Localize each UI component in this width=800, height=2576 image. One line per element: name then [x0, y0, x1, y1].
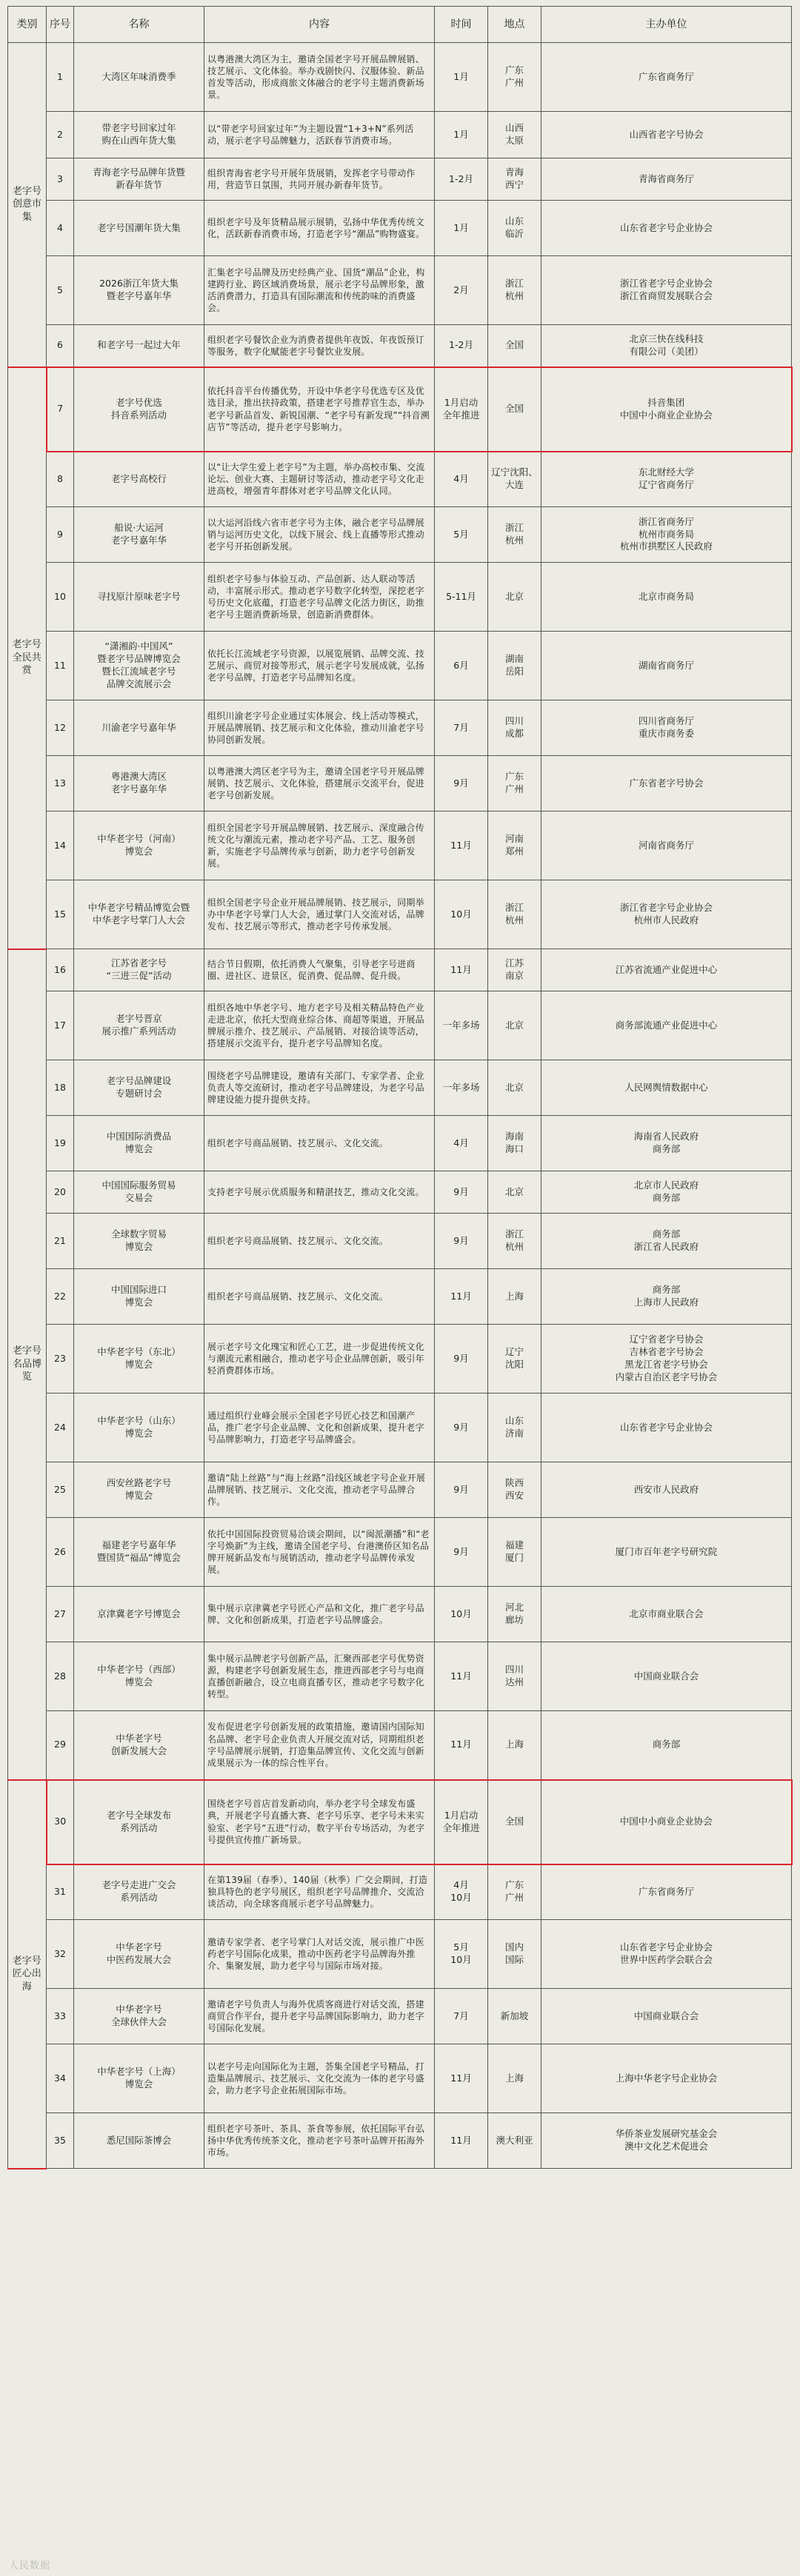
activity-content: 组织全国老字号企业开展品牌展销、技艺展示，同期举办中华老字号掌门人大会，通过掌门人交流对话，品牌发布、技艺展示等形式，推动老字号传承发展。	[204, 880, 435, 949]
header-number: 序号	[47, 7, 74, 43]
activity-content: 围绕老字号首店首发新动向，举办老字号全球发布盛典，开展老字号直播大赛、老字号乐享、老字号未来实验室、老字号“五进”行动，数字平台专场活动，为老字号提供宣传推广新场景。	[204, 1780, 435, 1864]
row-number: 5	[47, 256, 74, 325]
activity-organizer: 北京市商务局	[541, 563, 792, 632]
activity-name: 中华老字号 全球伙伴大会	[74, 1989, 204, 2044]
activity-content: 围绕老字号品牌建设，邀请有关部门、专家学者、企业负责人等交流研讨，推动老字号品牌建设，为老字号品牌建设能力提升提供支持。	[204, 1060, 435, 1116]
activity-organizer: 上海中华老字号企业协会	[541, 2044, 792, 2113]
row-number: 12	[47, 700, 74, 756]
activity-content: 组织老字号参与体验互动、产品创新、达人联动等活动，丰富展示形式。推动老字号数字化转型，深挖老字号历史文化底蕴，打造老字号品牌文化活力街区，助推老字号主题消费新场景，创造新消费群体。	[204, 563, 435, 632]
activity-place: 广东 广州	[488, 43, 541, 112]
activity-time: 4月 10月	[435, 1864, 488, 1920]
activity-place: 江苏 南京	[488, 949, 541, 991]
activity-time: 5月 10月	[435, 1920, 488, 1989]
row-number: 1	[47, 43, 74, 112]
header-content: 内容	[204, 7, 435, 43]
activity-name: 中国国际进口 博览会	[74, 1269, 204, 1325]
activity-time: 7月	[435, 700, 488, 756]
activity-place: 四川 达州	[488, 1642, 541, 1711]
activity-content: 组织老字号商品展销、技艺展示、文化交流。	[204, 1116, 435, 1171]
activity-name: 中华老字号（西部） 博览会	[74, 1642, 204, 1711]
category-cell: 老字号 匠心出海	[8, 1780, 47, 2169]
table-row	[8, 1171, 792, 1214]
activity-organizer: 商务部 上海市人民政府	[541, 1269, 792, 1325]
activity-place: 湖南 岳阳	[488, 632, 541, 700]
row-number: 33	[47, 1989, 74, 2044]
activity-place: 青海 西宁	[488, 158, 541, 201]
activity-organizer: 华侨茶业发展研究基金会 澳中文化艺术促进会	[541, 2113, 792, 2169]
activity-time: 1月启动 全年推进	[435, 367, 488, 452]
activity-place: 北京	[488, 991, 541, 1060]
activity-name: 寻找原汁原味老字号	[74, 563, 204, 632]
activity-place: 河南 郑州	[488, 812, 541, 880]
activity-place: 浙江 杭州	[488, 256, 541, 325]
row-number: 34	[47, 2044, 74, 2113]
table-row	[8, 1864, 792, 1920]
activity-time: 1月	[435, 201, 488, 256]
table-row	[8, 700, 792, 756]
activity-content: 组织老字号茶叶、茶具、茶食等参展，依托国际平台弘扬中华优秀传统茶文化，推动老字号茶叶品牌开拓海外市场。	[204, 2113, 435, 2169]
activity-organizer: 厦门市百年老字号研究院	[541, 1518, 792, 1587]
activity-time: 11月	[435, 1269, 488, 1325]
activity-place: 上海	[488, 2044, 541, 2113]
activity-name: 中华老字号（上海） 博览会	[74, 2044, 204, 2113]
activity-place: 辽宁 沈阳	[488, 1325, 541, 1394]
row-number: 20	[47, 1171, 74, 1214]
row-number: 26	[47, 1518, 74, 1587]
activity-time: 10月	[435, 1587, 488, 1642]
activity-time: 5月	[435, 507, 488, 563]
activity-organizer: 山东省老字号企业协会 世界中医药学会联合会	[541, 1920, 792, 1989]
table-row	[8, 1518, 792, 1587]
activity-place: 浙江 杭州	[488, 507, 541, 563]
activity-time: 4月	[435, 452, 488, 507]
activity-content: 组织全国老字号开展品牌展销、技艺展示、深度融合传统文化与潮流元素，推动老字号产品、工艺、服务创新，实施老字号品牌传承与创新，助力老字号创新发展。	[204, 812, 435, 880]
row-number: 13	[47, 756, 74, 812]
row-number: 15	[47, 880, 74, 949]
activity-place: 浙江 杭州	[488, 1214, 541, 1269]
table-row	[8, 880, 792, 949]
activity-time: 6月	[435, 632, 488, 700]
activity-time: 9月	[435, 1325, 488, 1394]
table-row	[8, 1642, 792, 1711]
row-number: 16	[47, 949, 74, 991]
activity-name: 川渝老字号嘉年华	[74, 700, 204, 756]
table-row	[8, 1711, 792, 1780]
activity-content: 依托中国国际投资贸易洽谈会期间，以“闽派潮播”和“老字号焕新”为主线，邀请全国老字号、台港澳侨区知名品牌开展新品发布与展销活动，推动老字号品牌传承发展。	[204, 1518, 435, 1587]
activity-place: 新加坡	[488, 1989, 541, 2044]
activity-place: 广东 广州	[488, 1864, 541, 1920]
activity-content: 通过组织行业峰会展示全国老字号匠心技艺和国潮产品，推广老字号企业品牌、文化和创新成果，提升老字号品牌影响力，打造老字号品牌盛会。	[204, 1394, 435, 1462]
table-row	[8, 1116, 792, 1171]
table-row	[8, 1325, 792, 1394]
activity-organizer: 山东省老字号企业协会	[541, 1394, 792, 1462]
activity-content: 以“让大学生爱上老字号”为主题，举办高校市集、交流论坛、创业大赛、主题研讨等活动，推动老字号文化走进高校，增强青年群体对老字号品牌文化认同。	[204, 452, 435, 507]
table-row	[8, 256, 792, 325]
row-number: 9	[47, 507, 74, 563]
row-number: 8	[47, 452, 74, 507]
activity-content: 组织各地中华老字号、地方老字号及相关精品特色产业走进北京，依托大型商业综合体、商超等渠道，开展品牌展示推介、技艺展示、产品展销、对接洽谈等活动，搭建展示交流平台，提升老字号品牌知名度。	[204, 991, 435, 1060]
table-row	[8, 1780, 792, 1864]
activity-name: 中国国际服务贸易 交易会	[74, 1171, 204, 1214]
activity-place: 北京	[488, 1060, 541, 1116]
activity-organizer: 浙江省老字号企业协会 浙江省商贸发展联合会	[541, 256, 792, 325]
table-row	[8, 1060, 792, 1116]
activity-name: 老字号走进广交会 系列活动	[74, 1864, 204, 1920]
table-row	[8, 367, 792, 452]
row-number: 28	[47, 1642, 74, 1711]
activity-organizer: 广东省商务厅	[541, 43, 792, 112]
category-cell: 老字号 名品博览	[8, 949, 47, 1780]
table-row	[8, 991, 792, 1060]
activity-name: 中华老字号精品博览会暨 中华老字号掌门人大会	[74, 880, 204, 949]
activity-place: 全国	[488, 325, 541, 367]
row-number: 19	[47, 1116, 74, 1171]
row-number: 11	[47, 632, 74, 700]
row-number: 23	[47, 1325, 74, 1394]
activity-organizer: 东北财经大学 辽宁省商务厅	[541, 452, 792, 507]
activity-name: 粤港澳大湾区 老字号嘉年华	[74, 756, 204, 812]
header-organizer: 主办单位	[541, 7, 792, 43]
activity-time: 9月	[435, 1171, 488, 1214]
activity-place: 海南 海口	[488, 1116, 541, 1171]
row-number: 7	[47, 367, 74, 452]
category-cell: 老字号 创意市集	[8, 43, 47, 367]
activity-content: 组织老字号及年货精品展示展销，弘扬中华优秀传统文化，活跃新春消费市场，打造老字号“潮品”购物盛宴。	[204, 201, 435, 256]
activity-time: 1月	[435, 112, 488, 158]
table-row	[8, 1214, 792, 1269]
row-number: 6	[47, 325, 74, 367]
activity-table-sheet	[7, 6, 791, 2169]
table-row	[8, 1920, 792, 1989]
activity-name: 中华老字号 创新发展大会	[74, 1711, 204, 1780]
activity-content: 结合节日假期，依托消费人气聚集，引导老字号进商圈、进社区、进景区，促消费、促品牌、促升级。	[204, 949, 435, 991]
activity-organizer: 中国中小商业企业协会	[541, 1780, 792, 1864]
table-row	[8, 632, 792, 700]
activity-organizer: 浙江省老字号企业协会 杭州市人民政府	[541, 880, 792, 949]
activity-name: 老字号全球发布 系列活动	[74, 1780, 204, 1864]
activity-content: 组织川渝老字号企业通过实体展会、线上活动等模式，开展品牌展销、技艺展示和文化体验，推动川渝老字号协同创新发展。	[204, 700, 435, 756]
activity-place: 河北 廊坊	[488, 1587, 541, 1642]
row-number: 18	[47, 1060, 74, 1116]
table-row	[8, 812, 792, 880]
activity-name: 和老字号一起过大年	[74, 325, 204, 367]
activity-name: 老字号优选 抖音系列活动	[74, 367, 204, 452]
activity-time: 9月	[435, 756, 488, 812]
activity-name: 老字号品牌建设 专题研讨会	[74, 1060, 204, 1116]
table-row	[8, 507, 792, 563]
activity-content: 以“带老字号回家过年”为主题设置“1+3+N”系列活动，展示老字号品牌魅力，活跃春节消费市场。	[204, 112, 435, 158]
activity-organizer: 抖音集团 中国中小商业企业协会	[541, 367, 792, 452]
activity-organizer: 海南省人民政府 商务部	[541, 1116, 792, 1171]
activity-time: 7月	[435, 1989, 488, 2044]
activity-content: 以粤港澳大湾区为主，邀请全国老字号开展品牌展销、技艺展示、文化体验。举办戏剧快闪、汉服体验、新品首发等活动，形成商旅文体融合的老字号主题消费新场景。	[204, 43, 435, 112]
table-row	[8, 158, 792, 201]
activity-content: 组织老字号餐饮企业为消费者提供年夜饭、年夜饭预订等服务，数字化赋能老字号餐饮业发展。	[204, 325, 435, 367]
table-row	[8, 563, 792, 632]
activity-content: 展示老字号文化瑰宝和匠心工艺，进一步促进传统文化与潮流元素相融合，推动老字号企业品牌创新，吸引年轻消费群体市场。	[204, 1325, 435, 1394]
row-number: 4	[47, 201, 74, 256]
activity-organizer: 山西省老字号协会	[541, 112, 792, 158]
row-number: 2	[47, 112, 74, 158]
activity-content: 邀请老字号负责人与海外优质客商进行对话交流，搭建商贸合作平台，提升老字号品牌国际影响力，助力老字号国际化发展。	[204, 1989, 435, 2044]
activity-place: 北京	[488, 1171, 541, 1214]
activity-name: 船说·大运河 老字号嘉年华	[74, 507, 204, 563]
activity-content: 支持老字号展示优质服务和精湛技艺，推动文化交流。	[204, 1171, 435, 1214]
table-row	[8, 43, 792, 112]
activity-content: 以老字号走向国际化为主题，荟集全国老字号精品，打造集品牌展示、技艺展示、文化交流为一体的老字号盛会，助力老字号企业拓展国际市场。	[204, 2044, 435, 2113]
row-number: 32	[47, 1920, 74, 1989]
activity-place: 浙江 杭州	[488, 880, 541, 949]
activity-place: 国内 国际	[488, 1920, 541, 1989]
activity-time: 11月	[435, 2113, 488, 2169]
row-number: 25	[47, 1462, 74, 1518]
row-number: 21	[47, 1214, 74, 1269]
activity-organizer: 北京市人民政府 商务部	[541, 1171, 792, 1214]
header-time: 时间	[435, 7, 488, 43]
activity-time: 1月	[435, 43, 488, 112]
activity-organizer: 辽宁省老字号协会 吉林省老字号协会 黑龙江省老字号协会 内蒙古自治区老字号协会	[541, 1325, 792, 1394]
activity-place: 四川 成都	[488, 700, 541, 756]
activity-time: 9月	[435, 1394, 488, 1462]
activity-time: 10月	[435, 880, 488, 949]
activity-content: 以粤港澳大湾区老字号为主，邀请全国老字号开展品牌展销、技艺展示、文化体验，搭建展示交流平台，促进老字号创新发展。	[204, 756, 435, 812]
row-number: 35	[47, 2113, 74, 2169]
table-row	[8, 325, 792, 367]
activity-organizer: 湖南省商务厅	[541, 632, 792, 700]
table-row	[8, 1269, 792, 1325]
activity-name: 中华老字号（东北） 博览会	[74, 1325, 204, 1394]
table-body	[8, 43, 792, 2169]
activity-place: 辽宁沈阳、 大连	[488, 452, 541, 507]
row-number: 14	[47, 812, 74, 880]
activity-content: 依托长江流域老字号资源，以展览展销、品牌交流、技艺展示、商贸对接等形式，展示老字号发展成就，弘扬老字号品牌，打造老字号品牌知名度。	[204, 632, 435, 700]
activity-name: 悉尼国际茶博会	[74, 2113, 204, 2169]
activity-organizer: 北京市商业联合会	[541, 1587, 792, 1642]
activity-name: 2026浙江年货大集 暨老字号嘉年华	[74, 256, 204, 325]
activity-name: 带老字号回家过年 购在山西年货大集	[74, 112, 204, 158]
activity-organizer: 青海省商务厅	[541, 158, 792, 201]
table-row	[8, 1394, 792, 1462]
activity-time: 9月	[435, 1462, 488, 1518]
activity-time: 1-2月	[435, 325, 488, 367]
activity-time: 9月	[435, 1518, 488, 1587]
activity-content: 组织老字号商品展销、技艺展示、文化交流。	[204, 1269, 435, 1325]
activity-content: 邀请“陆上丝路”与“海上丝路”沿线区域老字号企业开展品牌展销、技艺展示、文化交流，推动老字号品牌合作。	[204, 1462, 435, 1518]
activity-organizer: 山东省老字号企业协会	[541, 201, 792, 256]
activity-name: “潇湘韵·中国风” 暨老字号品牌博览会 暨长江流域老字号 品牌交流展示会	[74, 632, 204, 700]
activity-name: 西安丝路老字号 博览会	[74, 1462, 204, 1518]
table-row	[8, 112, 792, 158]
activity-content: 在第139届（春季）、140届（秋季）广交会期间，打造独具特色的老字号展区，组织老字号品牌推介、交流洽谈活动，向全球客商展示老字号品牌魅力。	[204, 1864, 435, 1920]
activity-content: 组织青海省老字号开展年货展销，发挥老字号带动作用，营造节日氛围，共同开展办新春年货节。	[204, 158, 435, 201]
activity-time: 一年多场	[435, 1060, 488, 1116]
activity-place: 山东 济南	[488, 1394, 541, 1462]
activity-content: 集中展示京津冀老字号匠心产品和文化，推广老字号品牌、文化和创新成果，打造老字号品牌盛会。	[204, 1587, 435, 1642]
activity-place: 全国	[488, 367, 541, 452]
activity-organizer: 西安市人民政府	[541, 1462, 792, 1518]
table-row	[8, 2113, 792, 2169]
activity-place: 全国	[488, 1780, 541, 1864]
activity-name: 中华老字号（河南） 博览会	[74, 812, 204, 880]
activity-time: 4月	[435, 1116, 488, 1171]
table-row	[8, 949, 792, 991]
activity-name: 江苏省老字号 “三进三促”活动	[74, 949, 204, 991]
activity-time: 2月	[435, 256, 488, 325]
table-header-row	[8, 7, 792, 43]
activity-organizer: 江苏省流通产业促进中心	[541, 949, 792, 991]
row-number: 31	[47, 1864, 74, 1920]
activity-name: 老字号晋京 展示推广系列活动	[74, 991, 204, 1060]
activity-organizer: 北京三快在线科技 有限公司（美团）	[541, 325, 792, 367]
row-number: 22	[47, 1269, 74, 1325]
header-name: 名称	[74, 7, 204, 43]
activity-name: 福建老字号嘉年华 暨国货“福品”博览会	[74, 1518, 204, 1587]
activity-organizer: 商务部	[541, 1711, 792, 1780]
activity-organizer: 中国商业联合会	[541, 1989, 792, 2044]
row-number: 3	[47, 158, 74, 201]
row-number: 10	[47, 563, 74, 632]
activity-place: 澳大利亚	[488, 2113, 541, 2169]
activity-name: 全球数字贸易 博览会	[74, 1214, 204, 1269]
table-row	[8, 756, 792, 812]
row-number: 17	[47, 991, 74, 1060]
activity-time: 11月	[435, 812, 488, 880]
activity-organizer: 广东省商务厅	[541, 1864, 792, 1920]
activity-content: 集中展示品牌老字号创新产品，汇聚西部老字号优势资源，构建老字号创新发展生态，推进西部老字号与电商直播创新融合，设立电商直播专区，推动老字号数字化转型。	[204, 1642, 435, 1711]
activity-time: 11月	[435, 1711, 488, 1780]
activity-content: 汇集老字号品牌及历史经典产业、国货“潮品”企业，构建跨行业、跨区域消费场景，展示老字号品牌形象，激活消费潜力，打造具有国际潮流和传统韵味的消费盛会。	[204, 256, 435, 325]
activity-organizer: 人民网舆情数据中心	[541, 1060, 792, 1116]
activity-name: 中华老字号（山东） 博览会	[74, 1394, 204, 1462]
header-category: 类别	[8, 7, 47, 43]
activity-place: 陕西 西安	[488, 1462, 541, 1518]
row-number: 29	[47, 1711, 74, 1780]
watermark: 人民数据	[9, 2560, 51, 2572]
activity-content: 发布促进老字号创新发展的政策措施，邀请国内国际知名品牌、老字号企业负责人开展交流对话，同期组织老字号品牌展示展销，打造集品牌宣传、文化交流与创新成果展示为一体的综合性平台。	[204, 1711, 435, 1780]
row-number: 30	[47, 1780, 74, 1864]
activity-time: 9月	[435, 1214, 488, 1269]
activity-name: 老字号国潮年货大集	[74, 201, 204, 256]
activity-place: 山东 临沂	[488, 201, 541, 256]
activity-place: 上海	[488, 1269, 541, 1325]
activity-time: 一年多场	[435, 991, 488, 1060]
activity-content: 依托抖音平台传播优势，开设中华老字号优选专区及优选目录，推出扶持政策，搭建老字号推荐官生态，举办老字号新品首发、新锐国潮、“老字号有新发现”“抖音溯店节”等活动，提升老字号影响力。	[204, 367, 435, 452]
activity-organizer: 商务部流通产业促进中心	[541, 991, 792, 1060]
category-cell: 老字号 全民共赏	[8, 367, 47, 949]
activity-organizer: 浙江省商务厅 杭州市商务局 杭州市拱墅区人民政府	[541, 507, 792, 563]
activity-time: 1月启动 全年推进	[435, 1780, 488, 1864]
row-number: 24	[47, 1394, 74, 1462]
activity-place: 上海	[488, 1711, 541, 1780]
table-row	[8, 1587, 792, 1642]
activity-name: 中华老字号 中医药发展大会	[74, 1920, 204, 1989]
table-row	[8, 201, 792, 256]
activity-time: 1-2月	[435, 158, 488, 201]
activity-place: 山西 太原	[488, 112, 541, 158]
activity-time: 11月	[435, 1642, 488, 1711]
activity-place: 福建 厦门	[488, 1518, 541, 1587]
activity-content: 邀请专家学者、老字号掌门人对话交流，展示推广中医药老字号国际化成果，推动中医药老字号品牌海外推介、集聚发展，助力老字号与国际市场对接。	[204, 1920, 435, 1989]
activity-name: 青海老字号品牌年货暨 新春年货节	[74, 158, 204, 201]
activity-name: 大湾区年味消费季	[74, 43, 204, 112]
activity-name: 京津冀老字号博览会	[74, 1587, 204, 1642]
activity-time: 11月	[435, 2044, 488, 2113]
activity-organizer: 四川省商务厅 重庆市商务委	[541, 700, 792, 756]
table-row	[8, 1989, 792, 2044]
table-row	[8, 2044, 792, 2113]
row-number: 27	[47, 1587, 74, 1642]
activity-time: 11月	[435, 949, 488, 991]
header-place: 地点	[488, 7, 541, 43]
activity-name: 中国国际消费品 博览会	[74, 1116, 204, 1171]
activity-place: 北京	[488, 563, 541, 632]
table-row	[8, 452, 792, 507]
activity-organizer: 商务部 浙江省人民政府	[541, 1214, 792, 1269]
activity-organizer: 河南省商务厅	[541, 812, 792, 880]
activity-organizer: 广东省老字号协会	[541, 756, 792, 812]
activity-content: 组织老字号商品展销、技艺展示、文化交流。	[204, 1214, 435, 1269]
table-row	[8, 1462, 792, 1518]
activity-name: 老字号高校行	[74, 452, 204, 507]
activity-time: 5-11月	[435, 563, 488, 632]
activity-content: 以大运河沿线六省市老字号为主体，融合老字号品牌展销与运河历史文化，以线下展会、线上直播等形式推动老字号开拓创新发展。	[204, 507, 435, 563]
activity-table	[7, 6, 793, 2169]
activity-organizer: 中国商业联合会	[541, 1642, 792, 1711]
activity-place: 广东 广州	[488, 756, 541, 812]
